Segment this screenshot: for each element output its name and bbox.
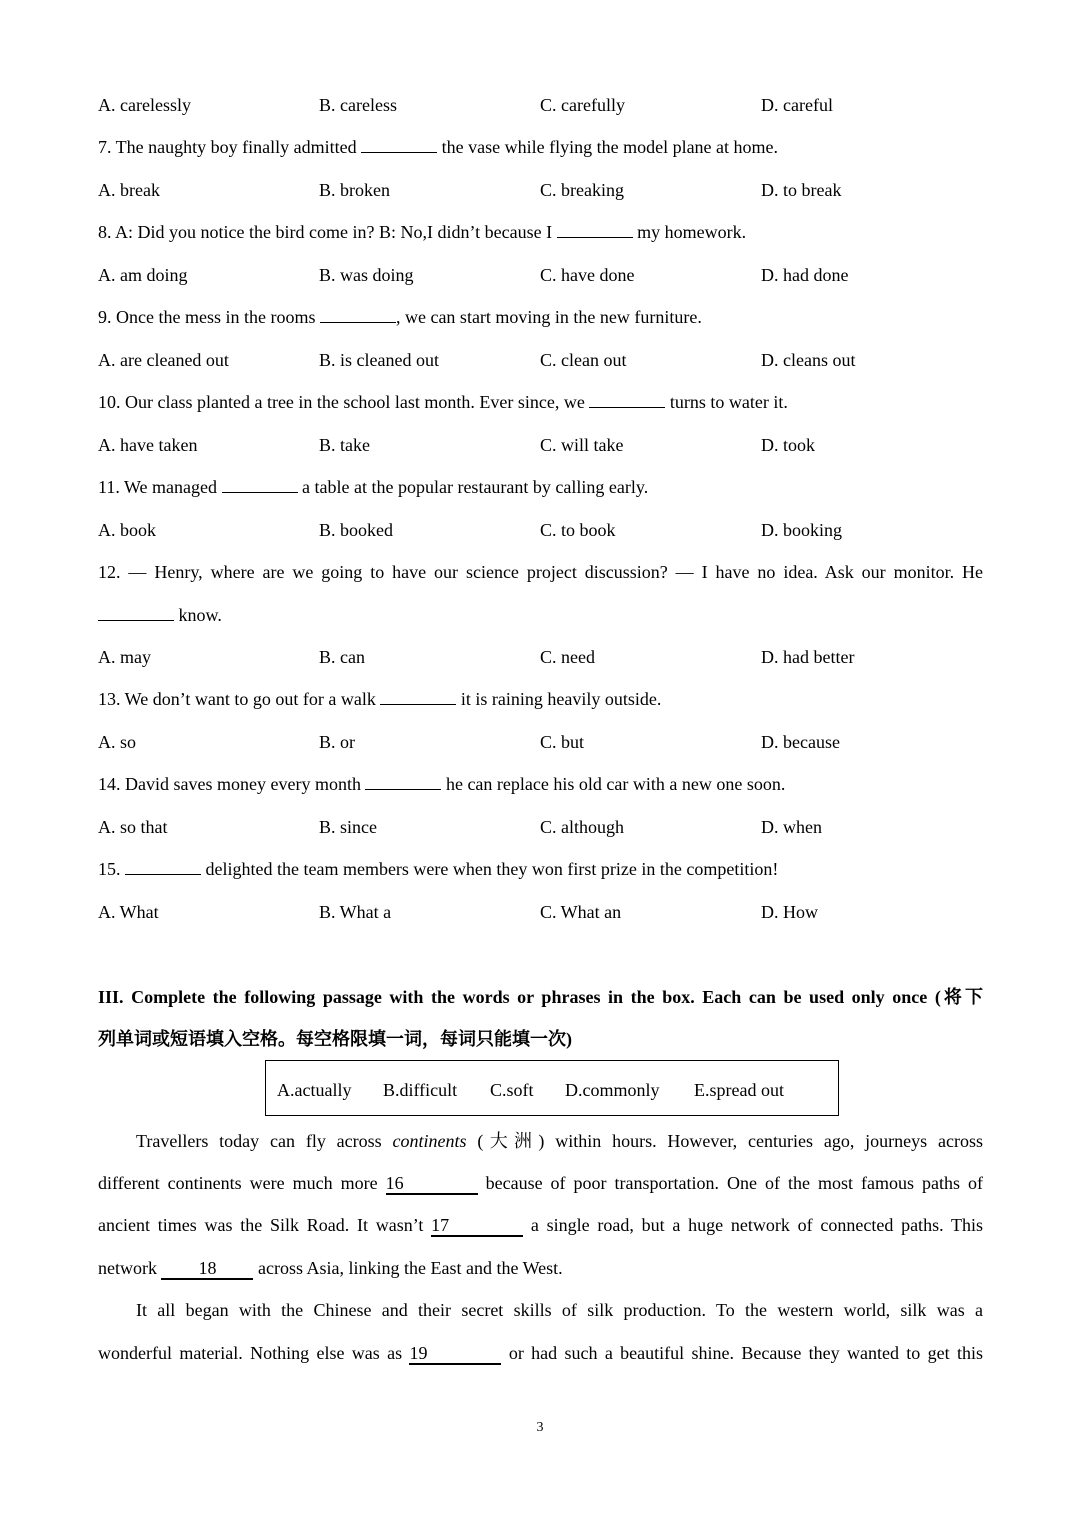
answer-blank[interactable] bbox=[125, 857, 201, 875]
answer-blank[interactable] bbox=[98, 603, 174, 621]
box-word-b: B.difficult bbox=[383, 1080, 458, 1100]
option-c: C. will take bbox=[540, 435, 624, 455]
option-b: B. What a bbox=[319, 902, 392, 922]
section-3-heading-line2: 列单词或短语填入空格。每空格限填一词，每词只能填一次) bbox=[98, 1029, 572, 1049]
option-c: C. clean out bbox=[540, 350, 627, 370]
gap-17[interactable]: 17 bbox=[431, 1215, 523, 1237]
option-b: B. since bbox=[319, 817, 377, 837]
option-d: D. took bbox=[761, 435, 815, 455]
answer-blank[interactable] bbox=[222, 475, 298, 493]
stem-text: delighted the team members were when they won first prize in the competition! bbox=[201, 859, 779, 879]
stem-text: 10. Our class planted a tree in the school last month. Ever since, we bbox=[98, 392, 590, 412]
option-b: B. take bbox=[319, 435, 370, 455]
stem-text: 8. A: Did you notice the bird come in? B: No,I didn’t because I bbox=[98, 222, 557, 242]
question-7-stem bbox=[98, 135, 983, 159]
question-8-stem bbox=[98, 220, 983, 244]
passage-text: a single road, but a huge network of connected paths. This bbox=[523, 1215, 983, 1235]
stem-text: 13. We don’t want to go out for a walk bbox=[98, 689, 381, 709]
option-b: B. booked bbox=[319, 520, 393, 540]
passage-italic-word: continents bbox=[392, 1131, 467, 1151]
option-d: D. because bbox=[761, 732, 840, 752]
passage-p1-line3 bbox=[98, 1213, 983, 1237]
option-a: A. break bbox=[98, 180, 160, 200]
option-a: A. are cleaned out bbox=[98, 350, 229, 370]
passage-p1-line4 bbox=[98, 1256, 983, 1280]
answer-blank[interactable] bbox=[320, 305, 396, 323]
option-d: D. when bbox=[761, 817, 822, 837]
passage-text: network bbox=[98, 1258, 162, 1278]
option-d: D. careful bbox=[761, 95, 833, 115]
question-13-stem bbox=[98, 687, 983, 711]
option-c: C. but bbox=[540, 732, 585, 752]
option-b: B. or bbox=[319, 732, 355, 752]
stem-text: know. bbox=[174, 605, 222, 625]
passage-p1-line2 bbox=[98, 1171, 983, 1195]
option-a: A. so that bbox=[98, 817, 168, 837]
stem-text: my homework. bbox=[632, 222, 747, 242]
stem-text: a table at the popular restaurant by calling early. bbox=[297, 477, 649, 497]
box-word-e: E.spread out bbox=[694, 1080, 784, 1100]
passage-text: because of poor transportation. One of the most famous paths of bbox=[477, 1173, 983, 1193]
passage-text: across Asia, linking the East and the West. bbox=[253, 1258, 563, 1278]
option-c: C. although bbox=[540, 817, 624, 837]
gap-16[interactable]: 16 bbox=[386, 1173, 478, 1195]
option-d: D. had done bbox=[761, 265, 849, 285]
option-a: A. so bbox=[98, 732, 137, 752]
passage-text: different continents were much more bbox=[98, 1173, 386, 1193]
option-d: D. had better bbox=[761, 647, 855, 667]
option-d: D. to break bbox=[761, 180, 842, 200]
passage-text: (大洲) within hours. However, centuries ago, journeys across bbox=[466, 1131, 983, 1151]
option-c: C. to book bbox=[540, 520, 616, 540]
gap-19[interactable]: 19 bbox=[409, 1343, 501, 1365]
passage-p1-line1 bbox=[98, 1129, 983, 1153]
stem-text: turns to water it. bbox=[665, 392, 788, 412]
stem-text: 11. We managed bbox=[98, 477, 222, 497]
question-15-stem bbox=[98, 857, 983, 881]
question-12-stem: 12. — Henry, where are we going to have our science project discussion? — I have no idea. Ask our monitor. He bbox=[98, 562, 983, 582]
option-c: C. have done bbox=[540, 265, 635, 285]
option-b: B. is cleaned out bbox=[319, 350, 439, 370]
answer-blank[interactable] bbox=[589, 390, 665, 408]
question-11-stem bbox=[98, 475, 983, 499]
option-b: B. broken bbox=[319, 180, 390, 200]
page-number: 3 bbox=[536, 1420, 544, 1435]
option-a: A. have taken bbox=[98, 435, 198, 455]
question-10-stem bbox=[98, 390, 983, 414]
stem-text: he can replace his old car with a new one soon. bbox=[441, 774, 786, 794]
option-c: C. What an bbox=[540, 902, 622, 922]
question-12-stem-continued bbox=[98, 603, 983, 627]
option-b: B. careless bbox=[319, 95, 397, 115]
option-c: C. carefully bbox=[540, 95, 625, 115]
passage-p2-line1: It all began with the Chinese and their secret skills of silk production. To the western world, silk was a bbox=[136, 1300, 983, 1320]
answer-blank[interactable] bbox=[361, 135, 437, 153]
question-9-stem bbox=[98, 305, 983, 329]
answer-blank[interactable] bbox=[380, 687, 456, 705]
option-a: A. What bbox=[98, 902, 159, 922]
option-a: A. may bbox=[98, 647, 151, 667]
passage-text: ancient times was the Silk Road. It wasn’t bbox=[98, 1215, 432, 1235]
box-word-c: C.soft bbox=[490, 1080, 534, 1100]
gap-18[interactable]: 18 bbox=[161, 1258, 253, 1280]
passage-p2-line2 bbox=[98, 1341, 983, 1365]
option-a: A. am doing bbox=[98, 265, 188, 285]
stem-text: 14. David saves money every month bbox=[98, 774, 366, 794]
stem-text: , we can start moving in the new furniture. bbox=[395, 307, 702, 327]
answer-blank[interactable] bbox=[365, 772, 441, 790]
section-3-heading-line1: III. Complete the following passage with the words or phrases in the box. Each can be used only once (将下 bbox=[98, 987, 983, 1007]
box-word-a: A.actually bbox=[277, 1080, 352, 1100]
option-a: A. carelessly bbox=[98, 95, 191, 115]
option-b: B. can bbox=[319, 647, 365, 667]
question-14-stem bbox=[98, 772, 983, 796]
answer-blank[interactable] bbox=[557, 220, 633, 238]
option-d: D. cleans out bbox=[761, 350, 856, 370]
option-c: C. need bbox=[540, 647, 595, 667]
stem-text: 7. The naughty boy finally admitted bbox=[98, 137, 362, 157]
box-word-d: D.commonly bbox=[565, 1080, 660, 1100]
option-d: D. booking bbox=[761, 520, 842, 540]
passage-text: wonderful material. Nothing else was as bbox=[98, 1343, 410, 1363]
passage-text: or had such a beautiful shine. Because they wanted to get this bbox=[501, 1343, 983, 1363]
stem-text: 15. bbox=[98, 859, 125, 879]
option-b: B. was doing bbox=[319, 265, 414, 285]
stem-text: it is raining heavily outside. bbox=[456, 689, 662, 709]
option-d: D. How bbox=[761, 902, 818, 922]
passage-text: Travellers today can fly across bbox=[136, 1131, 393, 1151]
stem-text: the vase while flying the model plane at home. bbox=[437, 137, 779, 157]
option-a: A. book bbox=[98, 520, 156, 540]
word-box bbox=[265, 1060, 839, 1116]
stem-text: 9. Once the mess in the rooms bbox=[98, 307, 320, 327]
option-c: C. breaking bbox=[540, 180, 624, 200]
